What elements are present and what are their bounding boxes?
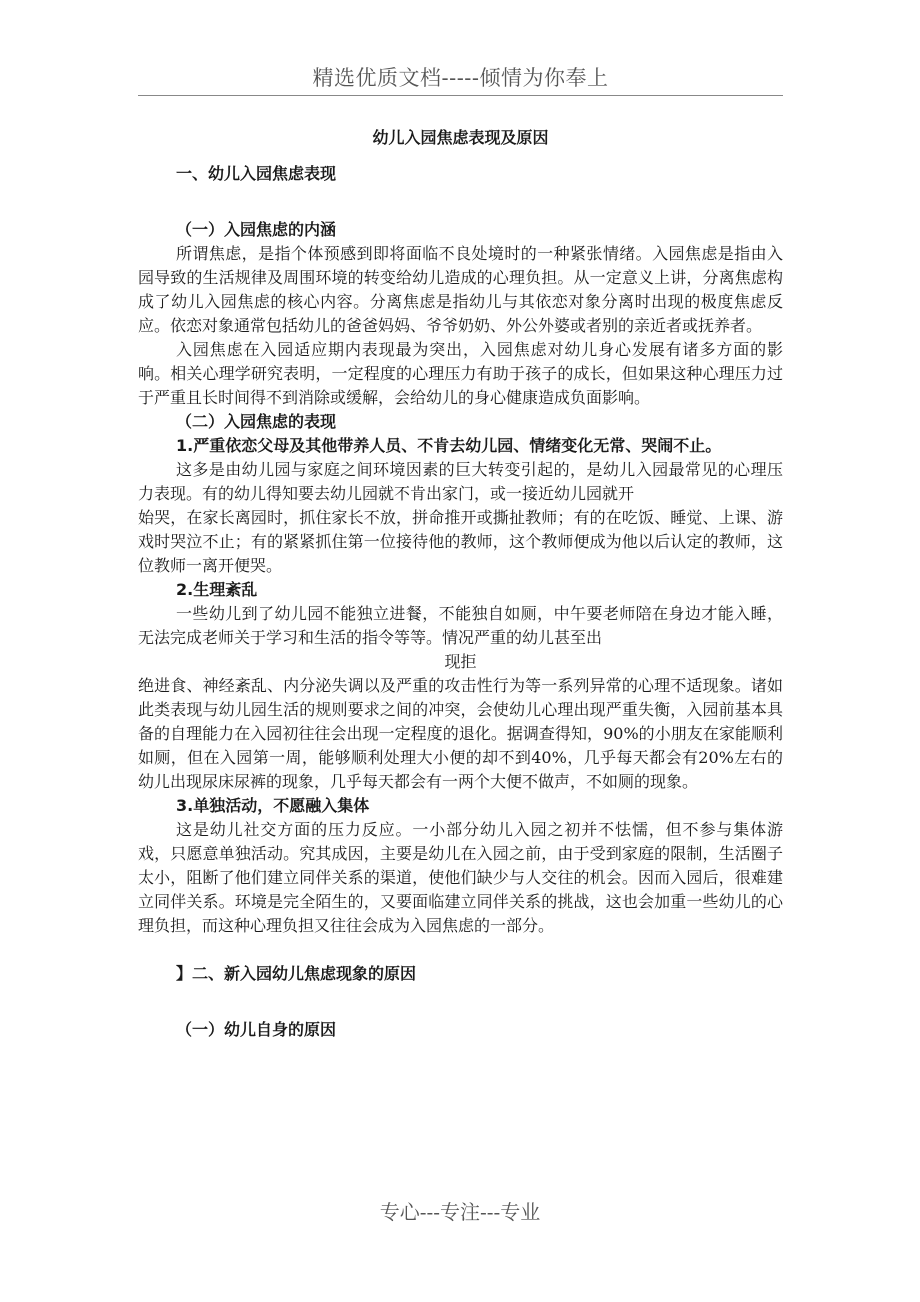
paragraph: 所谓焦虑，是指个体预感到即将面临不良处境时的一种紧张情绪。入园焦虑是指由入园导致的生活规律及周围环境的转变给幼儿造成的心理负担。从一定意义上讲，分离焦虑构成了幼儿入园焦虑的核心内容。分离焦虑是指幼儿与其依恋对象分离时出现的极度焦虑反应。依恋对象通常包括幼儿的爸爸妈妈、爷爷奶奶、外公外婆或者别的亲近者或抚养者。 [138,244,783,335]
document-body [138,126,783,1042]
spacer [138,986,783,1018]
paragraph: 绝进食、神经紊乱、内分泌失调以及严重的攻击性行为等一系列异常的心理不适现象。诸如此类表现与幼儿园生活的规则要求之间的冲突，会使幼儿心理出现严重失衡，入园前基本具备的自理能力在入园初往往会出现一定程度的退化。据调查得知，90%的小朋友在家能顺利如厕，但在入园第一周，能够顺利处理大小便的却不到40%，几乎每天都会有20%左右的幼儿出现尿床尿裤的现象，几乎每天都会有一两个大便不做声，不如厕的现象。 [138,676,783,791]
paragraph-fragment: 现拒 [444,652,477,671]
section2-heading: 】二、新入园幼儿焦虑现象的原因 [176,964,417,983]
item3-heading: 3.单独活动，不愿融入集体 [176,796,370,815]
spacer [138,938,783,962]
section1-sub1-heading: （一）入园焦虑的内涵 [176,220,337,239]
paragraph: 这多是由幼儿园与家庭之间环境因素的巨大转变引起的，是幼儿入园最常见的心理压力表现。有的幼儿得知要去幼儿园就不肯出家门，或一接近幼儿园就开 [138,460,783,503]
section1-sub2-heading: （二）入园焦虑的表现 [176,412,337,431]
paragraph: 这是幼儿社交方面的压力反应。一小部分幼儿入园之初并不怯懦，但不参与集体游戏，只愿意单独活动。究其成因，主要是幼儿在入园之前，由于受到家庭的限制，生活圈子太小，阻断了他们建立同伴关系的渠道，使他们缺少与人交往的机会。因而入园后，很难建立同伴关系。环境是完全陌生的，又要面临建立同伴关系的挑战，这也会加重一些幼儿的心理负担，而这种心理负担又往往会成为入园焦虑的一部分。 [138,820,783,935]
section1-heading: 一、幼儿入园焦虑表现 [176,164,337,183]
paragraph: 一些幼儿到了幼儿园不能独立进餐，不能独自如厕，中午要老师陪在身边才能入睡，无法完成老师关于学习和生活的指令等等。情况严重的幼儿甚至出 [138,604,783,647]
page-footer: 专心---专注---专业 [379,1200,541,1224]
paragraph: 始哭，在家长离园时，抓住家长不放，拼命推开或撕扯教师；有的在吃饭、睡觉、上课、游戏时哭泣不止；有的紧紧抓住第一位接待他的教师，这个教师便成为他以后认定的教师，这位教师一离开便哭。 [138,508,783,575]
spacer [138,186,783,218]
item1-heading: 1.严重依恋父母及其他带养人员、不肯去幼儿园、情绪变化无常、哭闹不止。 [176,436,722,455]
paragraph: 入园焦虑在入园适应期内表现最为突出，入园焦虑对幼儿身心发展有诸多方面的影响。相关心理学研究表明，一定程度的心理压力有助于孩子的成长，但如果这种心理压力过于严重且长时间得不到消除或缓解，会给幼儿的身心健康造成负面影响。 [138,340,783,407]
section2-sub1-heading: （一）幼儿自身的原因 [176,1020,337,1039]
item2-heading: 2.生理紊乱 [176,580,258,599]
document-title: 幼儿入园焦虑表现及原因 [372,128,549,147]
page-header: 精选优质文档-----倾情为你奉上 [312,66,609,90]
header-divider [138,95,783,96]
